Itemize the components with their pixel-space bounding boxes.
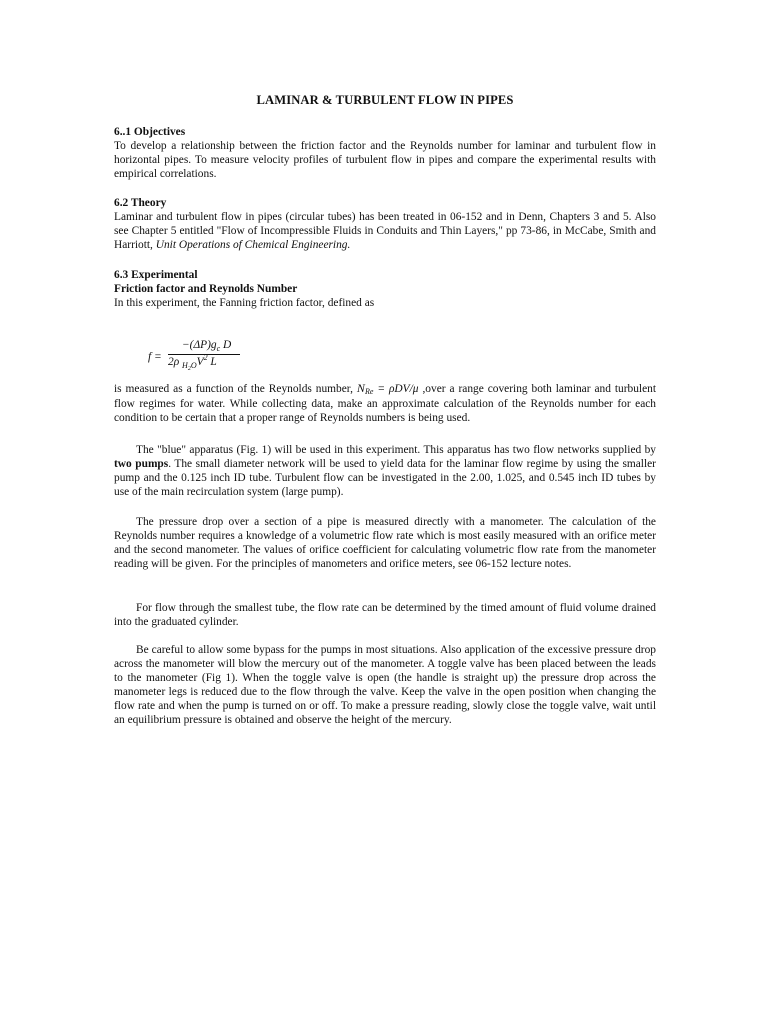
friction-factor-equation [148, 338, 348, 378]
numerator-g: g [210, 339, 217, 351]
equation-numerator [182, 338, 231, 353]
section-experimental [114, 268, 656, 310]
numerator-dp: −(ΔP) [182, 339, 211, 351]
section-objectives [114, 125, 656, 181]
paragraph-text: For flow through the smallest tube, the flow rate can be determined by the timed amount of fluid volume drained into the graduated cylinder. [114, 602, 656, 628]
sub-h: H [182, 361, 188, 370]
section-text [114, 210, 656, 252]
sub-2: 2 [187, 366, 191, 372]
denominator-v: V [196, 356, 204, 368]
nre-symbol: N [356, 381, 365, 395]
book-title: Unit Operations of Chemical Engineering. [155, 239, 351, 251]
text-part: . The small diameter network will be used to yield data for the laminar flow regime by using the smaller pump and the 0.125 inch ID tube. Turbulent flow can be investigated in the 2.00, 1.025, and 0.545 inch ID tubes by use of the main recirculation system (large pump). [114, 458, 656, 498]
numerator-d: D [223, 339, 232, 351]
paragraph-reynolds [114, 381, 656, 425]
paragraph-text: The pressure drop over a section of a pipe is measured directly with a manometer. The calculation of the Reynolds number requires a knowledge of a volumetric flow rate which is most easily measured with an orifice meter and the second manometer. The values of orifice coefficient for calculating volumetric flow rate from the manometer reading will be given. For the principles of manometers and orifice meters, see 06-152 lecture notes. [114, 516, 656, 570]
theory-text: Laminar and turbulent flow in pipes (circular tubes) has been treated in 06-152 and in Denn, Chapters 3 and 5. Also see Chapter 5 entitled "Flow of Incompressible Fluids in Conduits and Thin Layers," pp 73-86, in McCabe, Smith and Harriott, [114, 211, 656, 251]
document-title: LAMINAR & TURBULENT FLOW IN PIPES [256, 93, 514, 107]
paragraph-text: Be careful to allow some bypass for the pumps in most situations. Also application of the excessive pressure drop across the manometer will blow the mercury out of the manometer. A toggle valve has been placed between the leads to the manometer (Fig 1). When the toggle valve is open (the handle is straight up) the pressure drop across the manometer legs is reduced due to the flow through the valve. Keep the valve in the open position when changing the flow rate and when the pump is turned on or off. To make a pressure reading, slowly close the toggle valve, wait until an equilibrium pressure is obtained and observe the height of the mercury. [114, 644, 656, 726]
denominator-sup: 2 [203, 353, 208, 362]
paragraph-text [114, 381, 656, 425]
text-part: The "blue" apparatus (Fig. 1) will be used in this experiment. This apparatus has two flow networks supplied by [136, 444, 656, 456]
numerator-g-sub: c [216, 344, 221, 353]
bold-text: two pumps [114, 458, 169, 470]
text-part: ,over a range covering both laminar and turbulent flow regimes for water. While collecting data, make an approximate calculation of the Reynolds number for each condition to be certain that a proper range of Reynolds numbers is being used. [114, 383, 656, 424]
section-heading: 6.3 Experimental [114, 269, 198, 281]
denominator-l: L [210, 356, 217, 368]
paragraph-smallest-tube [114, 601, 656, 629]
section-heading: 6..1 Objectives [114, 126, 186, 138]
subsection-heading: Friction factor and Reynolds Number [114, 283, 298, 295]
equation-lhs: f = [148, 351, 162, 363]
paragraph-pressure-drop [114, 515, 656, 571]
equation-denominator [168, 355, 217, 371]
sub-o: O [190, 361, 197, 370]
paragraph-careful [114, 643, 656, 727]
paragraph-text [114, 443, 656, 499]
denominator-2rho: 2ρ [168, 356, 180, 368]
section-text: In this experiment, the Fanning friction factor, defined as [114, 297, 375, 309]
nre-subscript: Re [364, 387, 374, 396]
section-heading: 6.2 Theory [114, 197, 167, 209]
reynolds-expression: = ρDV/μ [373, 383, 419, 395]
text-part: is measured as a function of the Reynolds number, [114, 383, 357, 395]
section-text: To develop a relationship between the friction factor and the Reynolds number for laminar and turbulent flow in horizontal pipes. To measure velocity profiles of turbulent flow in pipes and compare the experimental results with empirical correlations. [114, 140, 656, 180]
section-theory [114, 196, 656, 252]
denominator-sub [182, 361, 197, 370]
paragraph-blue-apparatus [114, 443, 656, 499]
